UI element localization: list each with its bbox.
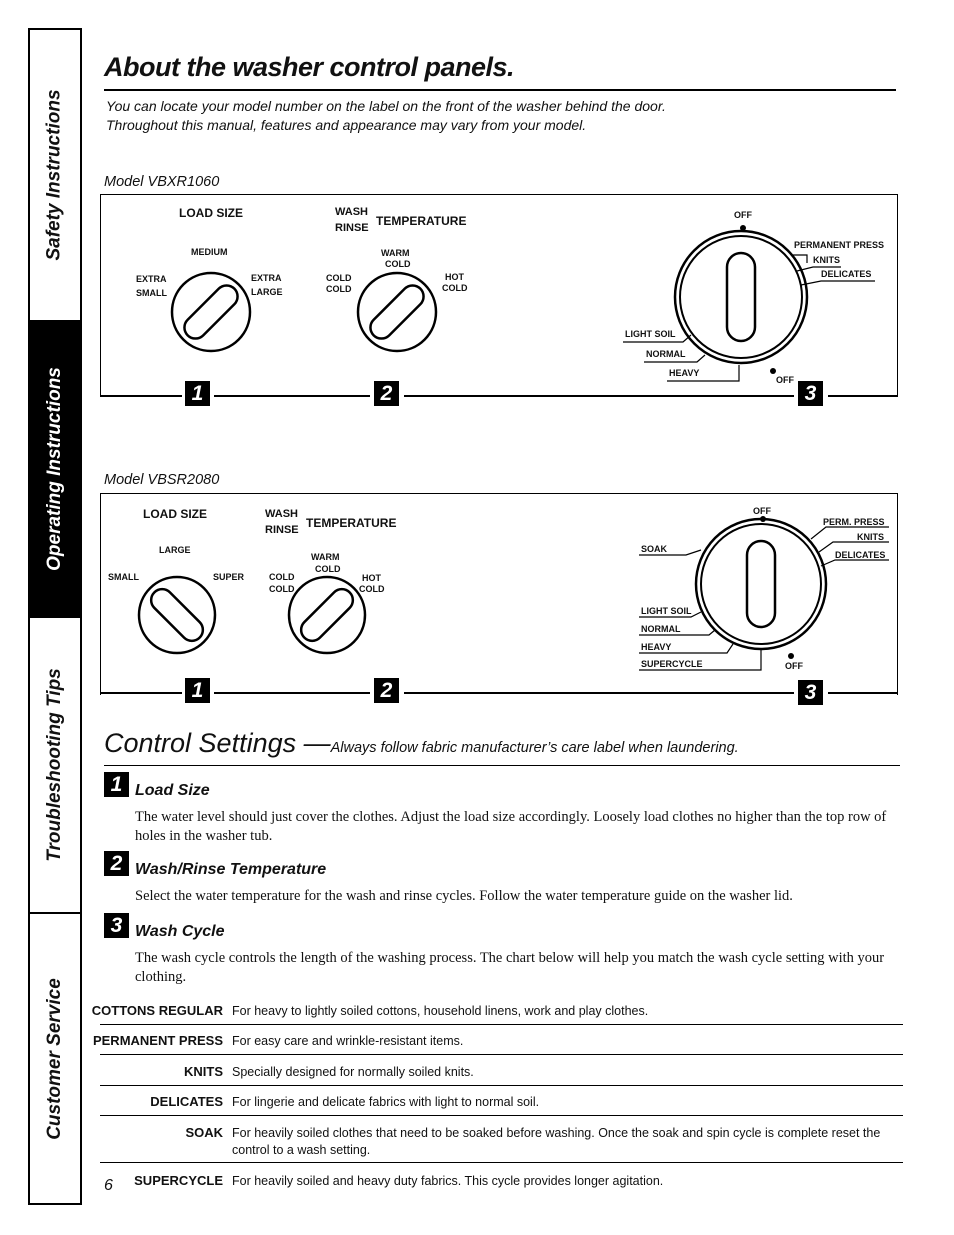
panel-bottom-line bbox=[100, 395, 182, 397]
number-badge: 1 bbox=[185, 381, 210, 406]
cycle-description: For heavily soiled and heavy duty fabrics. This cycle provides longer agitation. bbox=[232, 1174, 664, 1188]
dial-label: EXTRA bbox=[136, 274, 167, 284]
rinse-label: RINSE bbox=[335, 222, 369, 234]
cycle-name: SOAK bbox=[185, 1125, 223, 1140]
tab-operating-instructions[interactable] bbox=[30, 322, 80, 618]
cycle-name: KNITS bbox=[184, 1064, 223, 1079]
section-heading-wash-rinse-temperature: Wash/Rinse Temperature bbox=[135, 861, 327, 878]
panel-bottom-line bbox=[828, 692, 898, 694]
dial-label: COLD bbox=[315, 564, 341, 574]
load-size-dial[interactable] bbox=[139, 577, 215, 653]
wash-label: WASH bbox=[335, 206, 368, 218]
number-badge: 2 bbox=[374, 381, 399, 406]
panel-bottom-line bbox=[100, 692, 182, 694]
model-label-2: Model VBSR2080 bbox=[104, 472, 220, 488]
number-badge: 2 bbox=[374, 678, 399, 703]
dial-label: WARM bbox=[381, 248, 410, 258]
cycle-description: Specially designed for normally soiled knits. bbox=[232, 1065, 474, 1079]
dial-label: NORMAL bbox=[646, 349, 686, 359]
number-badge: 3 bbox=[798, 680, 823, 705]
dial-label: LIGHT SOIL bbox=[641, 606, 692, 616]
panel-dials-graphic bbox=[101, 195, 899, 397]
title-rule bbox=[104, 89, 896, 91]
load-size-heading: LOAD SIZE bbox=[179, 206, 244, 220]
control-settings-subtitle: Always follow fabric manufacturer’s care label when laundering. bbox=[330, 740, 739, 756]
dial-label: COLD bbox=[326, 284, 352, 294]
dial-label: SMALL bbox=[136, 288, 167, 298]
table-row bbox=[91, 1000, 903, 1025]
panel-dials-graphic bbox=[101, 494, 899, 696]
panel-bottom-line bbox=[828, 395, 898, 397]
control-settings-heading bbox=[104, 728, 739, 759]
page-title: About the washer control panels. bbox=[104, 52, 515, 82]
section-text: Select the water temperature for the wash and rinse cycles. Follow the water temperature guide on the washer lid. bbox=[135, 888, 793, 904]
temperature-dial[interactable] bbox=[358, 273, 436, 351]
dial-label: SUPER bbox=[213, 572, 245, 582]
table-row bbox=[100, 1061, 903, 1086]
dial-label: SOAK bbox=[641, 544, 668, 554]
dial-label: LIGHT SOIL bbox=[625, 329, 676, 339]
dial-label: HEAVY bbox=[641, 642, 672, 652]
dial-label: OFF bbox=[785, 661, 803, 671]
table-row bbox=[100, 1091, 903, 1116]
dial-label: COLD bbox=[385, 259, 411, 269]
dial-label: COLD bbox=[359, 584, 385, 594]
dial-label: EXTRA bbox=[251, 273, 282, 283]
dial-label: KNITS bbox=[857, 532, 884, 542]
cycle-name: SUPERCYCLE bbox=[134, 1173, 223, 1188]
dial-label: COLD bbox=[442, 283, 468, 293]
dial-label: DELICATES bbox=[821, 269, 872, 279]
control-settings-title: Control Settings — bbox=[104, 728, 331, 758]
cycle-dial[interactable] bbox=[623, 225, 875, 381]
tab-safety-instructions[interactable] bbox=[30, 30, 80, 322]
dial-label: NORMAL bbox=[641, 624, 681, 634]
temperature-heading: TEMPERATURE bbox=[376, 214, 467, 228]
section-heading-load-size: Load Size bbox=[135, 782, 210, 799]
cycle-description: For heavy to lightly soiled cottons, household linens, work and play clothes. bbox=[232, 1004, 649, 1018]
dial-label: OFF bbox=[753, 506, 771, 516]
temperature-dial[interactable] bbox=[289, 577, 365, 653]
cycle-name: DELICATES bbox=[150, 1094, 223, 1109]
panel-bottom-line bbox=[214, 395, 370, 397]
section-text: The wash cycle controls the length of the washing process. The chart below will help you match the wash cycle setting with your clothing. bbox=[135, 950, 885, 985]
section-rule bbox=[104, 765, 900, 766]
dial-label: LARGE bbox=[251, 287, 283, 297]
dial-label: PERM. PRESS bbox=[823, 517, 885, 527]
number-badge: 3 bbox=[798, 381, 823, 406]
tab-customer-service[interactable] bbox=[30, 914, 80, 1203]
dial-label: COLD bbox=[269, 572, 295, 582]
dial-label: WARM bbox=[311, 552, 340, 562]
dial-label: COLD bbox=[269, 584, 295, 594]
cycle-description: For heavily soiled clothes that need to be soaked before washing. Once the soak and spin cycle is complete reset the control to a wash setting. bbox=[232, 1126, 881, 1157]
cycle-name: COTTONS REGULAR bbox=[91, 1003, 223, 1018]
wash-label: WASH bbox=[265, 508, 298, 520]
side-tabs bbox=[28, 28, 82, 1205]
intro-line: You can locate your model number on the label on the front of the washer behind the door. bbox=[106, 98, 666, 114]
intro-line: Throughout this manual, features and appearance may vary from your model. bbox=[106, 117, 587, 133]
dial-label-medium: MEDIUM bbox=[191, 247, 228, 257]
panel-bottom-line bbox=[404, 692, 794, 694]
tab-label: Safety Instructions bbox=[44, 89, 66, 261]
temperature-heading: TEMPERATURE bbox=[306, 516, 397, 530]
model-label-1: Model VBXR1060 bbox=[104, 174, 220, 190]
table-row bbox=[100, 1122, 903, 1163]
section-text: The water level should just cover the clothes. Adjust the load size accordingly. Loosely load clothes no higher than the top row of holes in the washer tub. bbox=[135, 809, 887, 844]
dial-label: HEAVY bbox=[669, 368, 700, 378]
table-row bbox=[100, 1170, 903, 1192]
tab-label: Troubleshooting Tips bbox=[44, 668, 65, 862]
cycle-description: For easy care and wrinkle-resistant items. bbox=[232, 1034, 464, 1048]
dial-label: HOT bbox=[445, 272, 464, 282]
intro-text bbox=[106, 97, 666, 135]
rinse-label: RINSE bbox=[265, 524, 299, 536]
tab-label: Customer Service bbox=[44, 977, 66, 1140]
control-panel-vbxr1060 bbox=[100, 194, 898, 396]
page-number: 6 bbox=[104, 1177, 113, 1194]
table-row bbox=[92, 1030, 903, 1055]
control-panel-vbsr2080 bbox=[100, 493, 898, 695]
section-heading-wash-cycle: Wash Cycle bbox=[135, 923, 225, 940]
panel-bottom-line bbox=[214, 692, 370, 694]
cycle-name: PERMANENT PRESS bbox=[92, 1033, 223, 1048]
tab-label: Operating Instructions bbox=[44, 367, 65, 571]
dial-label: KNITS bbox=[813, 255, 840, 265]
number-badge: 1 bbox=[104, 772, 129, 797]
number-badge: 3 bbox=[104, 913, 129, 938]
number-badge: 2 bbox=[104, 851, 129, 876]
dial-label: PERMANENT PRESS bbox=[794, 240, 885, 250]
number-badge: 1 bbox=[185, 678, 210, 703]
dial-label: OFF bbox=[734, 210, 752, 220]
dial-label: OFF bbox=[776, 375, 794, 385]
dial-label: COLD bbox=[326, 273, 352, 283]
cycle-dial[interactable] bbox=[639, 516, 889, 670]
panel-bottom-line bbox=[404, 395, 794, 397]
dial-label: HOT bbox=[362, 573, 381, 583]
load-size-dial[interactable] bbox=[172, 273, 250, 351]
cycle-description: For lingerie and delicate fabrics with light to normal soil. bbox=[232, 1095, 540, 1109]
load-size-heading: LOAD SIZE bbox=[143, 507, 208, 521]
dial-label: LARGE bbox=[159, 545, 191, 555]
dial-label: SMALL bbox=[108, 572, 139, 582]
dial-label: SUPERCYCLE bbox=[641, 659, 703, 669]
dial-label: DELICATES bbox=[835, 550, 886, 560]
tab-troubleshooting-tips[interactable] bbox=[30, 618, 80, 914]
